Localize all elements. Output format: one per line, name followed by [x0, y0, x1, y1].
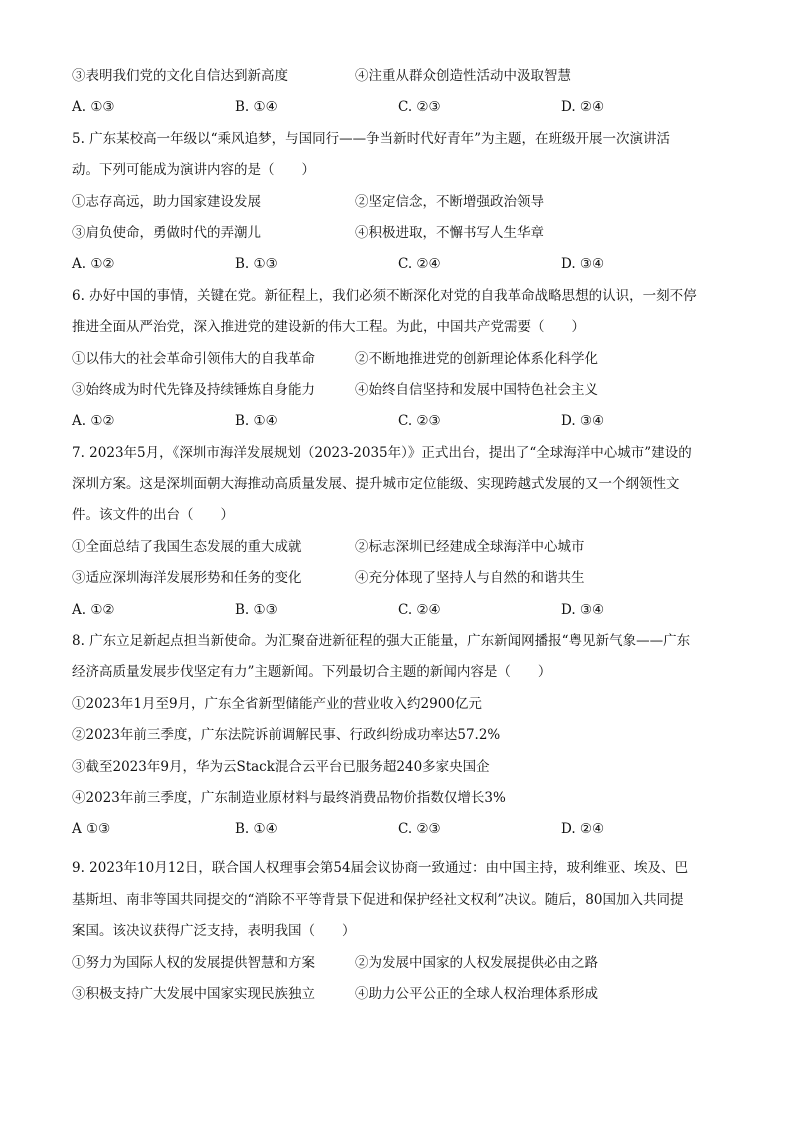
question-5	[72, 129, 722, 275]
statement: ④充分体现了坚持人与自然的和谐共生	[355, 570, 585, 587]
answer-options	[72, 819, 722, 839]
option-a: A. ①②	[72, 413, 115, 430]
statement-row	[72, 192, 722, 212]
option-d: D. ③④	[561, 601, 605, 618]
question-9	[72, 858, 722, 1004]
answer-options	[72, 254, 722, 274]
option-c: C. ②③	[398, 821, 441, 838]
option-a: A. ①②	[72, 256, 115, 273]
statement: ③始终成为时代先锋及持续锤炼自身能力	[72, 381, 315, 398]
statement: ③适应深圳海洋发展形势和任务的变化	[72, 570, 302, 587]
question-stem: 8. 广东立足新起点担当新使命。为汇聚奋进新征程的强大正能量，广东新闻网播报“粤见新气象——广东	[72, 633, 691, 650]
statement: ①以伟大的社会革命引领伟大的自我革命	[72, 350, 315, 367]
option-b: B. ①④	[235, 821, 278, 838]
statement-row	[72, 984, 722, 1004]
statement: ②坚定信念，不断增强政治领导	[355, 193, 544, 210]
statement-row	[72, 380, 722, 400]
question-7	[72, 443, 722, 620]
statement: ②为发展中国家的人权发展提供必由之路	[355, 954, 598, 971]
option-c: C. ②③	[398, 99, 441, 116]
statement: ③截至2023年9月，华为云Stack混合云平台已服务超240多家央国企	[72, 758, 490, 775]
statement: ②2023年前三季度，广东法院诉前调解民事、行政纠纷成功率达57.2%	[72, 727, 501, 744]
statement-row	[72, 223, 722, 243]
statement-row	[72, 953, 722, 973]
statement: ④注重从群众创造性活动中汲取智慧	[355, 68, 571, 84]
question-stem: 动。下列可能成为演讲内容的是（ ）	[72, 162, 315, 179]
question-8	[72, 631, 722, 839]
statement: ④积极进取，不懈书写人生华章	[355, 224, 544, 241]
question-stem: 案国。该决议获得广泛支持，表明我国（ ）	[72, 923, 356, 940]
option-b: B. ①③	[235, 601, 278, 618]
statement: ①2023年1月至9月，广东全省新型储能产业的营业收入约2900亿元	[72, 695, 482, 712]
statement: ③积极支持广大发展中国家实现民族独立	[72, 985, 315, 1002]
option-d: D. ③④	[561, 256, 605, 273]
answer-options	[72, 411, 722, 431]
option-b: B. ①④	[235, 413, 278, 430]
option-c: C. ②④	[398, 256, 441, 273]
statement: ①志存高远，助力国家建设发展	[72, 193, 261, 210]
statement-row	[72, 66, 722, 86]
option-a: A ①③	[72, 821, 111, 838]
option-a: A. ①③	[72, 99, 115, 116]
question-stem: 经济高质量发展步伐坚定有力”主题新闻。下列最切合主题的新闻内容是（ ）	[72, 664, 552, 681]
statement: ④始终自信坚持和发展中国特色社会主义	[355, 381, 598, 398]
question-stem: 基斯坦、南非等国共同提交的“消除不平等背景下促进和保护经社文权利”决议。随后，80国加入共同提	[72, 891, 684, 908]
statement: ②不断地推进党的创新理论体系化科学化	[355, 350, 598, 367]
statement-row	[72, 568, 722, 588]
answer-options	[72, 97, 722, 117]
option-c: C. ②④	[398, 601, 441, 618]
statement: ④2023年前三季度，广东制造业原材料与最终消费品物价指数仅增长3%	[72, 789, 506, 806]
option-a: A. ①②	[72, 601, 115, 618]
question-stem: 9. 2023年10月12日，联合国人权理事会第54届会议协商一致通过：由中国主持，玻利维亚、埃及、巴	[72, 860, 689, 877]
exam-page	[72, 66, 722, 1004]
option-d: D. ②④	[561, 99, 605, 116]
statement-row	[72, 537, 722, 557]
answer-options	[72, 600, 722, 620]
statement-row	[72, 349, 722, 369]
option-b: B. ①④	[235, 99, 278, 116]
statement: ③表明我们党的文化自信达到新高度	[72, 68, 288, 84]
statement: ①努力为国际人权的发展提供智慧和方案	[72, 954, 315, 971]
statement: ④助力公平公正的全球人权治理体系形成	[355, 985, 598, 1002]
question-6	[72, 286, 722, 432]
option-b: B. ①③	[235, 256, 278, 273]
question-stem: 深圳方案。这是深圳面朝大海推动高质量发展、提升城市定位能级、实现跨越式发展的又一个纲领性文	[72, 476, 680, 493]
question-stem: 推进全面从严治党，深入推进党的建设新的伟大工程。为此，中国共产党需要（ ）	[72, 319, 585, 336]
statement: ③肩负使命，勇做时代的弄潮儿	[72, 224, 261, 241]
option-d: D. ③④	[561, 413, 605, 430]
question-stem: 6. 办好中国的事情，关键在党。新征程上，我们必须不断深化对党的自我革命战略思想的认识，一刻不停	[72, 287, 697, 304]
option-c: C. ②③	[398, 413, 441, 430]
option-d: D. ②④	[561, 821, 605, 838]
statement: ①全面总结了我国生态发展的重大成就	[72, 538, 302, 555]
question-stem: 件。该文件的出台（ ）	[72, 507, 234, 524]
question-stem: 5. 广东某校高一年级以“乘风追梦，与国同行——争当新时代好青年”为主题，在班级开展一次演讲活	[72, 130, 670, 147]
statement: ②标志深圳已经建成全球海洋中心城市	[355, 538, 585, 555]
question-stem: 7. 2023年5月，《深圳市海洋发展规划（2023-2035年）》正式出台，提出了“全球海洋中心城市”建设的	[72, 444, 692, 461]
